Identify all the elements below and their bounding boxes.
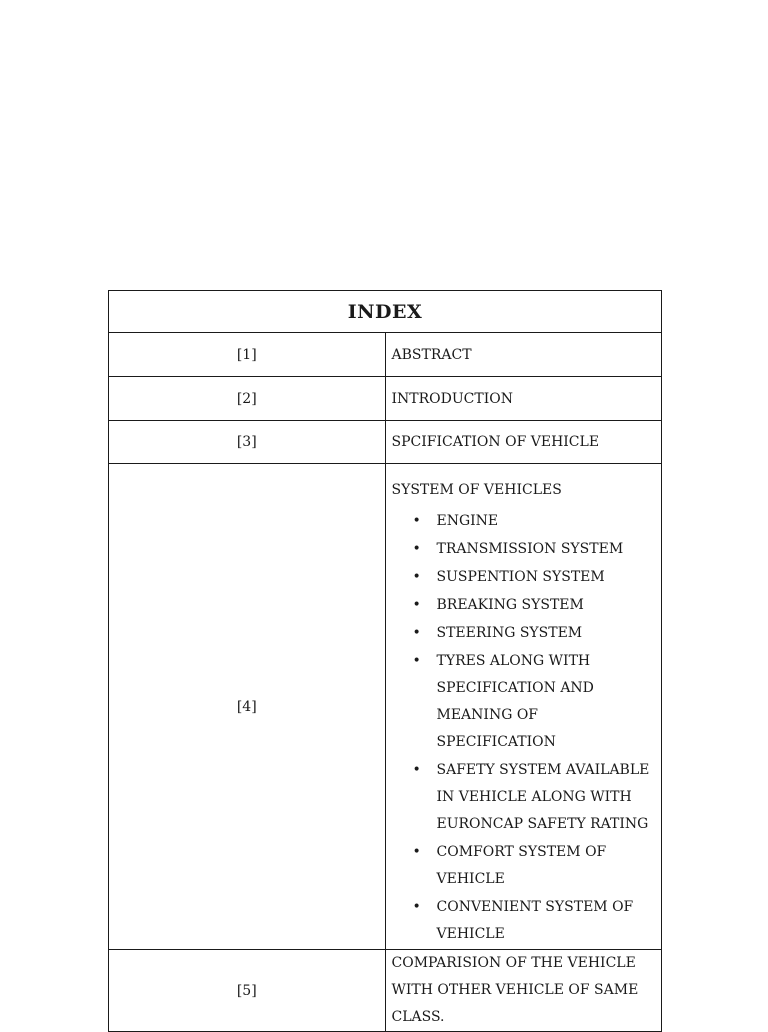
bullet-icon: • — [412, 597, 421, 613]
table-row — [109, 333, 662, 377]
row-number: [2] — [109, 377, 386, 421]
list-item-text: TYRES ALONG WITH SPECIFICATION AND MEANING OF SPECIFICATION — [436, 653, 594, 750]
table-row — [109, 950, 662, 1032]
index-title: INDEX — [109, 291, 662, 333]
list-item-text: COMFORT SYSTEM OF VEHICLE — [436, 844, 607, 887]
row-text: SPCIFICATION OF VEHICLE — [385, 421, 662, 464]
table-row — [109, 377, 662, 421]
list-item-text: BREAKING SYSTEM — [436, 597, 584, 613]
bullet-icon: • — [412, 899, 421, 915]
row-number: [1] — [109, 333, 386, 377]
row-number: [3] — [109, 421, 386, 464]
sub-item-list — [392, 508, 654, 948]
list-item-text: SUSPENTION SYSTEM — [436, 569, 605, 585]
list-item-text: TRANSMISSION SYSTEM — [436, 541, 624, 557]
row-number: [4] — [109, 464, 386, 950]
bullet-icon: • — [412, 569, 421, 585]
bullet-icon: • — [412, 762, 421, 778]
list-item — [392, 620, 654, 647]
list-item — [392, 536, 654, 563]
list-item — [392, 564, 654, 591]
bullet-icon: • — [412, 541, 421, 557]
row-text: COMPARISION OF THE VEHICLE WITH OTHER VEHICLE OF SAME CLASS. — [391, 955, 639, 1025]
bullet-icon: • — [412, 653, 421, 669]
index-table — [108, 290, 662, 1032]
list-item — [392, 508, 654, 535]
row-text: INTRODUCTION — [385, 377, 662, 421]
list-item-text: STEERING SYSTEM — [436, 625, 583, 641]
list-item — [392, 648, 654, 756]
list-item — [392, 757, 654, 838]
table-row — [109, 421, 662, 464]
index-header-row — [109, 291, 662, 333]
row-text-container — [385, 950, 662, 1032]
list-item — [392, 894, 654, 948]
section-title: SYSTEM OF VEHICLES — [391, 482, 562, 498]
row-text: ABSTRACT — [385, 333, 662, 377]
list-item — [392, 839, 654, 893]
bullet-icon: • — [412, 513, 421, 529]
list-item-text: SAFETY SYSTEM AVAILABLE IN VEHICLE ALONG WITH EURONCAP SAFETY RATING — [436, 762, 650, 832]
row-text — [385, 464, 662, 950]
row-number: [5] — [109, 950, 386, 1032]
list-item — [392, 592, 654, 619]
list-item-text: ENGINE — [436, 513, 499, 529]
bullet-icon: • — [412, 844, 421, 860]
bullet-icon: • — [412, 625, 421, 641]
list-item-text: CONVENIENT SYSTEM OF VEHICLE — [436, 899, 634, 942]
table-row — [109, 464, 662, 950]
